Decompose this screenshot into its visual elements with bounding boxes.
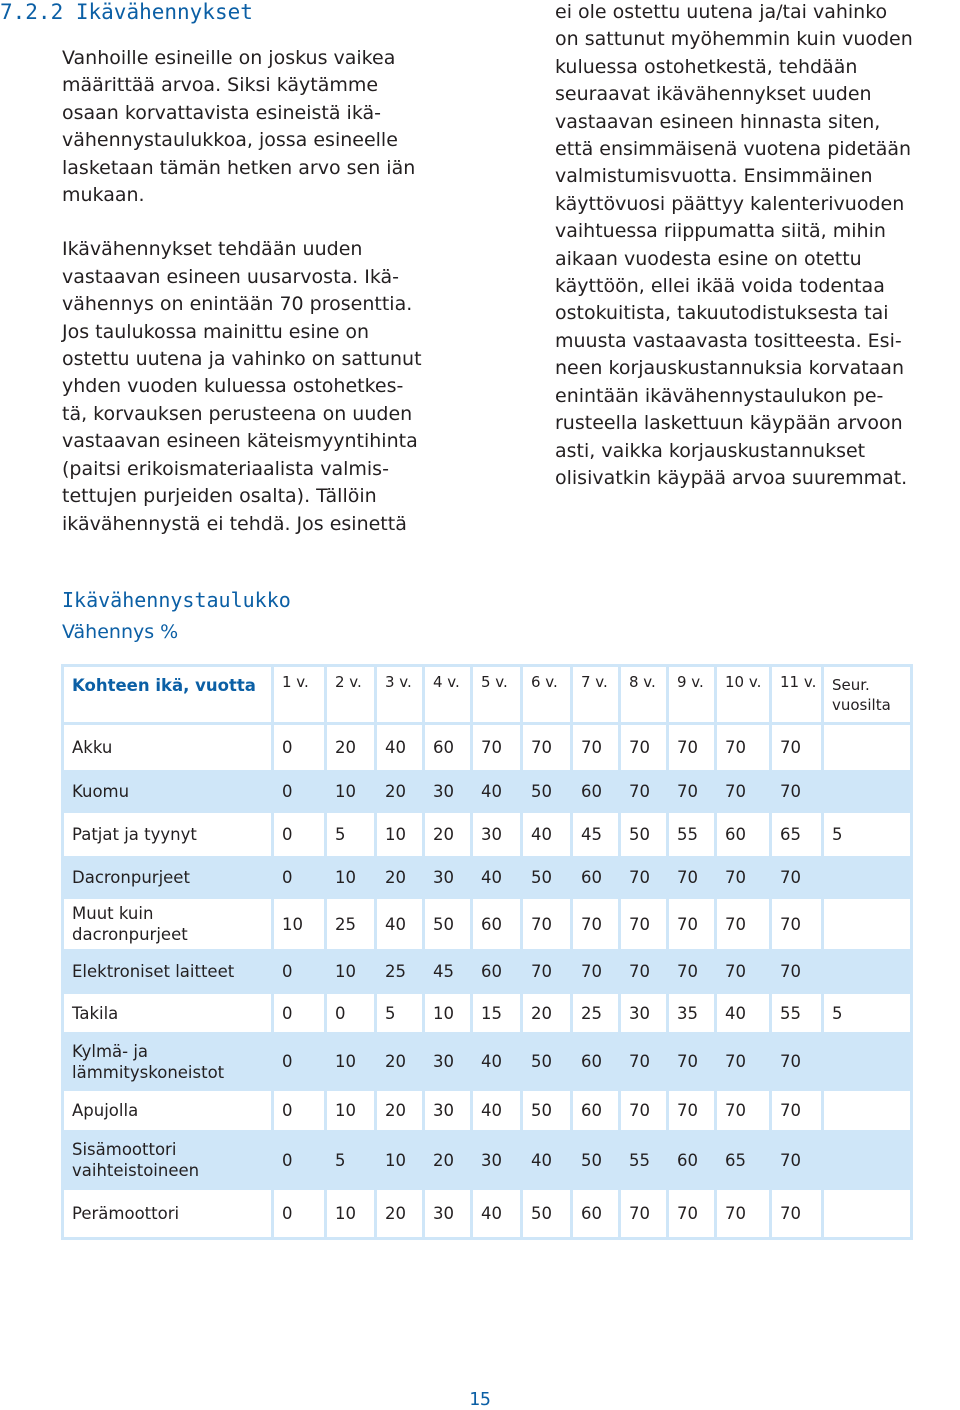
table-cell: 20 (376, 1034, 424, 1090)
table-cell: 50 (522, 858, 572, 898)
table-cell (823, 858, 912, 898)
left-text-column (62, 45, 482, 538)
table-cell: 40 (376, 898, 424, 951)
table-cell: 40 (472, 772, 522, 812)
table-cell: 70 (716, 898, 771, 951)
rules-paragraph: Ikävähennykset tehdään uuden vastaavan esineen uusarvosta. Ikä- vähennys on enintään 70 prosenttia. Jos taulukossa mainittu esine on ostettu uutena ja vahinko on sattunut yhden vuoden kuluessa ostohetkes- tä, korvauksen perusteena on uuden vastaavan esineen käteismyyntihinta (paitsi erikoismateriaalista valmis- tettujen purjeiden osalta). Tällöin ikävähennystä ei tehdä. Jos esinettä (62, 238, 422, 535)
table-cell: 10 (326, 772, 376, 812)
header-col: 8 v. (620, 666, 668, 724)
table-cell: 0 (273, 993, 326, 1034)
table-cell: 55 (620, 1132, 668, 1189)
table-cell: 0 (273, 858, 326, 898)
header-col: 5 v. (472, 666, 522, 724)
table-cell: 20 (376, 772, 424, 812)
table-cell: 30 (424, 772, 472, 812)
table-cell: 10 (326, 858, 376, 898)
row-label: Perämoottori (63, 1189, 273, 1239)
table-cell: 0 (273, 812, 326, 858)
table-cell: 5 (823, 812, 912, 858)
table-row (63, 993, 912, 1034)
table-cell: 30 (424, 1090, 472, 1132)
table-cell: 10 (424, 993, 472, 1034)
table-cell: 70 (771, 1090, 823, 1132)
table-cell: 55 (771, 993, 823, 1034)
table-cell: 70 (668, 772, 716, 812)
table-cell: 70 (716, 1090, 771, 1132)
table-cell: 0 (273, 772, 326, 812)
table-cell: 20 (522, 993, 572, 1034)
table-cell: 70 (620, 1090, 668, 1132)
table-cell: 70 (522, 951, 572, 993)
table-cell: 20 (424, 812, 472, 858)
table-row (63, 951, 912, 993)
table-cell: 50 (522, 1189, 572, 1239)
row-label: Kylmä- ja lämmityskoneistot (63, 1034, 273, 1090)
table-cell: 70 (668, 951, 716, 993)
table-cell: 50 (620, 812, 668, 858)
table-cell: 70 (620, 772, 668, 812)
table-row (63, 1189, 912, 1239)
table-cell: 70 (572, 724, 620, 772)
table-row (63, 812, 912, 858)
table-cell: 70 (620, 724, 668, 772)
header-age-label: Kohteen ikä, vuotta (63, 666, 273, 724)
table-cell: 70 (716, 951, 771, 993)
table-row (63, 858, 912, 898)
table-cell: 70 (771, 724, 823, 772)
header-col: 1 v. (273, 666, 326, 724)
table-cell (823, 1090, 912, 1132)
table-cell: 40 (472, 1090, 522, 1132)
table-cell: 70 (620, 1189, 668, 1239)
table-cell: 70 (668, 1034, 716, 1090)
table-cell: 45 (572, 812, 620, 858)
row-label: Patjat ja tyynyt (63, 812, 273, 858)
table-cell: 70 (668, 1189, 716, 1239)
table-cell: 15 (472, 993, 522, 1034)
table-cell: 5 (326, 812, 376, 858)
table-cell: 60 (472, 951, 522, 993)
table-cell (823, 772, 912, 812)
table-cell: 20 (376, 1189, 424, 1239)
table-cell: 70 (668, 858, 716, 898)
table-cell: 10 (326, 1090, 376, 1132)
table-cell: 10 (326, 951, 376, 993)
table-row (63, 1034, 912, 1090)
table-cell: 40 (472, 1189, 522, 1239)
table-cell: 70 (716, 1189, 771, 1239)
section-heading (0, 0, 253, 24)
table-cell: 30 (424, 858, 472, 898)
table-row (63, 898, 912, 951)
header-col: 11 v. (771, 666, 823, 724)
table-cell: 65 (771, 812, 823, 858)
table-cell: 10 (376, 1132, 424, 1189)
header-col: 7 v. (572, 666, 620, 724)
table-cell: 60 (668, 1132, 716, 1189)
table-cell: 40 (472, 1034, 522, 1090)
table-row (63, 1090, 912, 1132)
table-title: Ikävähennystaulukko (62, 588, 291, 612)
table-cell: 40 (472, 858, 522, 898)
page-number: 15 (469, 1389, 491, 1410)
table-cell: 0 (273, 1090, 326, 1132)
header-following-years: Seur. vuosilta (823, 666, 912, 724)
table-cell: 30 (472, 1132, 522, 1189)
table-cell: 70 (771, 898, 823, 951)
depreciation-table (61, 664, 913, 1240)
table-cell: 30 (424, 1034, 472, 1090)
table-cell: 60 (572, 1189, 620, 1239)
table-cell: 30 (424, 1189, 472, 1239)
table-cell: 0 (273, 1132, 326, 1189)
table-cell: 50 (522, 1034, 572, 1090)
table-cell: 60 (472, 898, 522, 951)
table-cell: 70 (620, 858, 668, 898)
table-cell: 30 (472, 812, 522, 858)
table-header-row (63, 666, 912, 724)
table-cell: 0 (273, 724, 326, 772)
table-cell (823, 951, 912, 993)
header-col: 3 v. (376, 666, 424, 724)
table-cell: 5 (823, 993, 912, 1034)
right-text-column (555, 0, 960, 492)
table-cell: 0 (273, 1034, 326, 1090)
row-label: Sisämoottori vaihteistoineen (63, 1132, 273, 1189)
table-subtitle: Vähennys % (62, 621, 179, 643)
table-cell: 40 (522, 812, 572, 858)
table-cell: 10 (273, 898, 326, 951)
table-cell: 40 (716, 993, 771, 1034)
table-cell: 25 (376, 951, 424, 993)
row-label: Dacronpurjeet (63, 858, 273, 898)
table-row (63, 772, 912, 812)
table-cell: 10 (376, 812, 424, 858)
table-cell: 45 (424, 951, 472, 993)
table-cell: 70 (771, 1132, 823, 1189)
table-cell (823, 1189, 912, 1239)
table-cell (823, 1132, 912, 1189)
header-col: 2 v. (326, 666, 376, 724)
row-label: Akku (63, 724, 273, 772)
table-cell: 70 (771, 951, 823, 993)
table-cell: 70 (572, 898, 620, 951)
header-col: 9 v. (668, 666, 716, 724)
table-cell: 70 (771, 1189, 823, 1239)
table-cell: 70 (716, 724, 771, 772)
table-cell: 5 (326, 1132, 376, 1189)
table-cell: 70 (572, 951, 620, 993)
intro-paragraph: Vanhoille esineille on joskus vaikea määrittää arvoa. Siksi käytämme osaan korvattavista esineistä ikä- vähennystaulukkoa, jossa esineelle lasketaan tämän hetken arvo sen iän mukaan. (62, 47, 416, 207)
table-cell: 30 (620, 993, 668, 1034)
table-row (63, 724, 912, 772)
table-cell: 5 (376, 993, 424, 1034)
row-label: Kuomu (63, 772, 273, 812)
row-label: Takila (63, 993, 273, 1034)
table-cell: 0 (326, 993, 376, 1034)
table-cell: 0 (273, 951, 326, 993)
table-cell: 60 (716, 812, 771, 858)
row-label: Muut kuin dacronpurjeet (63, 898, 273, 951)
table-cell: 60 (424, 724, 472, 772)
table-cell: 70 (771, 1034, 823, 1090)
section-number: 7.2.2 (0, 0, 64, 24)
table-cell: 65 (716, 1132, 771, 1189)
row-label: Apujolla (63, 1090, 273, 1132)
table-cell: 20 (326, 724, 376, 772)
table-cell: 50 (522, 772, 572, 812)
table-cell (823, 724, 912, 772)
section-title: Ikävähennykset (75, 0, 253, 24)
table-cell: 70 (472, 724, 522, 772)
table-cell: 70 (668, 1090, 716, 1132)
table-cell: 70 (620, 1034, 668, 1090)
header-col: 6 v. (522, 666, 572, 724)
header-col: 4 v. (424, 666, 472, 724)
table-cell: 10 (326, 1189, 376, 1239)
table-cell: 60 (572, 1090, 620, 1132)
table-cell: 70 (522, 724, 572, 772)
table-cell: 10 (326, 1034, 376, 1090)
table-cell: 0 (273, 1189, 326, 1239)
table-cell: 35 (668, 993, 716, 1034)
table-cell: 70 (771, 772, 823, 812)
table-cell: 70 (716, 1034, 771, 1090)
table-cell: 70 (668, 724, 716, 772)
table-body (63, 724, 912, 1239)
table-cell: 40 (522, 1132, 572, 1189)
table-cell: 70 (716, 858, 771, 898)
table-cell: 50 (424, 898, 472, 951)
table-cell (823, 1034, 912, 1090)
table-cell: 70 (716, 772, 771, 812)
table-cell: 70 (620, 898, 668, 951)
table-row (63, 1132, 912, 1189)
table-cell: 25 (572, 993, 620, 1034)
table-cell: 55 (668, 812, 716, 858)
table-cell: 20 (424, 1132, 472, 1189)
table-cell (823, 898, 912, 951)
header-col: 10 v. (716, 666, 771, 724)
table-cell: 50 (522, 1090, 572, 1132)
table-cell: 70 (668, 898, 716, 951)
table-cell: 70 (522, 898, 572, 951)
table-cell: 20 (376, 858, 424, 898)
table-cell: 60 (572, 858, 620, 898)
table-cell: 25 (326, 898, 376, 951)
table-cell: 50 (572, 1132, 620, 1189)
table-cell: 60 (572, 1034, 620, 1090)
table-cell: 70 (620, 951, 668, 993)
table-cell: 40 (376, 724, 424, 772)
continuation-paragraph: ei ole ostettu uutena ja/tai vahinko on sattunut myöhemmin kuin vuoden kuluessa ostohetkestä, tehdään seuraavat ikävähennykset uuden vastaavan esineen hinnasta siten, että ensimmäisenä vuotena pidetään valmistumisvuotta. Ensimmäinen käyttövuosi päättyy kalenterivuoden vaihtuessa riippumatta siitä, mihin aikaan vuodesta esine on otettu käyttöön, ellei ikää voida todentaa ostokuitista, takuutodistuksesta tai muusta vastaavasta tositteesta. Esi- neen korjauskustannuksia korvataan enintään ikävähennystaulukon pe- rusteella laskettuun käypään arvoon asti, vaikka korjauskustannukset olisivatkin käypää arvoa suuremmat. (555, 1, 913, 489)
table-cell: 20 (376, 1090, 424, 1132)
row-label: Elektroniset laitteet (63, 951, 273, 993)
table-cell: 60 (572, 772, 620, 812)
table-cell: 70 (771, 858, 823, 898)
